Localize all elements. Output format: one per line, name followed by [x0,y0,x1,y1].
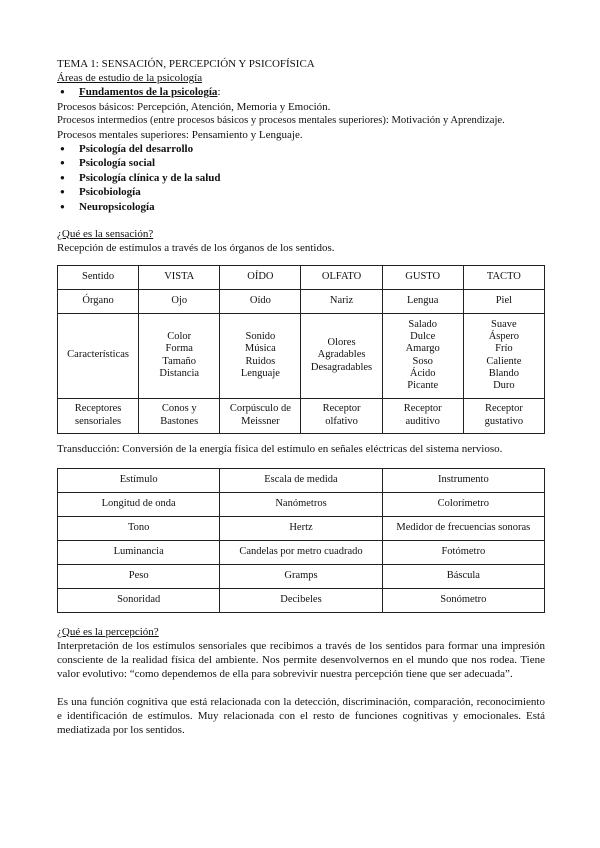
table-cell: Oído [220,289,301,313]
table-row [58,313,545,398]
cell-line: Color [167,331,192,343]
cell-line: auditivo [405,415,440,427]
table-cell [301,398,382,433]
table-cell: Luminancia [58,540,220,564]
list-item: ● Psicología social [57,156,545,171]
cell-line: Blando [488,367,520,379]
table-cell: Hertz [220,516,382,540]
table-row [58,468,545,492]
sensacion-heading: ¿Qué es la sensación? [57,227,154,240]
cell-line: Música [244,343,276,355]
table-cell: Candelas por metro cuadrado [220,540,382,564]
table-cell: Tono [58,516,220,540]
table-cell: Ojo [139,289,220,313]
cell-line: gustativo [484,415,524,427]
table-cell: Decibeles [220,588,382,612]
table-cell: Colorímetro [382,492,544,516]
cell-line: Desagradables [310,361,373,373]
table-cell [139,313,220,398]
table-row [58,540,545,564]
list-item: ● Neuropsicología [57,200,545,215]
table-cell [463,398,544,433]
cell-line: Receptor [403,403,442,415]
table-cell: OLFATO [301,265,382,289]
list-item: ● Psicología del desarrollo [57,142,545,157]
table-cell [58,398,139,433]
page-title: TEMA 1: SENSACIÓN, PERCEPCIÓN Y PSICOFÍSICA [57,58,315,70]
table-cell: Gramps [220,564,382,588]
cell-line: Bastones [160,415,199,427]
table-cell: Peso [58,564,220,588]
cell-line: Meissner [241,415,280,427]
cell-line: Duro [493,379,515,391]
procesos-superiores: Procesos mentales superiores: Pensamiento y Lenguaje. [57,128,303,141]
cell-line: Ácido [409,367,436,379]
percepcion-paragraph-1: Interpretación de los estímulos sensoriales que recibimos a través de los sentidos para formar una impresión consciente de la realidad física del ambiente. Nos permite desenvolvernos en el mundo que nos rodea. Tiene valor evolutivo: “como dependemos de ella para sobrevivir nuestra percepción tiene que ser adecuada”. [57,639,545,680]
table-row [58,516,545,540]
table-cell: Fotómetro [382,540,544,564]
percepcion-heading: ¿Qué es la percepción? [57,625,159,638]
table-cell: Nanómetros [220,492,382,516]
table-cell [301,313,382,398]
cell-line: Lenguaje [240,367,280,379]
table-cell: Sentido [58,265,139,289]
fundamentos-label: Fundamentos de la psicología [79,86,218,98]
cell-line: Suave [491,318,517,330]
list-item [57,85,545,100]
cell-line: Olores [327,337,356,349]
cell-line: Forma [165,343,193,355]
cell-line: Receptor [322,403,361,415]
sensacion-definition: Recepción de estímulos a través de los órganos de los sentidos. [57,241,335,254]
cell-line: Agradables [317,349,366,361]
table-row [58,492,545,516]
procesos-intermedios: Procesos intermedios (entre procesos básicos y procesos mentales superiores): Motivación y Aprendizaje. [57,114,505,126]
table-cell: Características [58,313,139,398]
table-cell: Sonómetro [382,588,544,612]
procesos-basicos: Procesos básicos: Percepción, Atención, Memoria y Emoción. [57,100,331,113]
areas-heading: Áreas de estudio de la psicología [57,72,203,84]
cell-line: Salado [408,318,437,330]
table-cell [220,313,301,398]
table-cell: Medidor de frecuencias sonoras [382,516,544,540]
cell-line: Ruidos [245,355,276,367]
table-cell [139,398,220,433]
table-cell: VISTA [139,265,220,289]
cell-line: Picante [407,379,439,391]
table-cell [382,313,463,398]
table-row [58,564,545,588]
cell-line: Soso [412,355,433,367]
fundamentos-list [57,85,545,100]
table-cell: Sonoridad [58,588,220,612]
table-row [58,398,545,433]
table-cell: Piel [463,289,544,313]
list-item: ● Psicología clínica y de la salud [57,171,545,186]
measure-table [57,468,545,613]
table-cell: TACTO [463,265,544,289]
senses-table [57,265,545,434]
table-cell: Báscula [382,564,544,588]
cell-line: Áspero [488,331,520,343]
table-cell [463,313,544,398]
cell-line: Caliente [486,355,522,367]
table-cell: Nariz [301,289,382,313]
cell-line: Frío [495,343,513,355]
cell-line: Dulce [410,331,436,343]
table-cell: Órgano [58,289,139,313]
table-row [58,289,545,313]
cell-line: sensoriales [75,415,122,427]
table-cell: OÍDO [220,265,301,289]
table-cell [220,398,301,433]
table-cell: Lengua [382,289,463,313]
cell-line: Conos y [161,403,197,415]
transduccion-text: Transducción: Conversión de la energía física del estímulo en señales eléctricas del sistema nervioso. [57,442,503,455]
fundamentos-suffix: : [217,86,221,98]
list-item: ● Psicobiología [57,185,545,200]
cell-line: Amargo [405,343,440,355]
document-page [57,57,545,737]
table-cell: GUSTO [382,265,463,289]
cell-line: olfativo [325,415,358,427]
cell-line: Sonido [245,331,276,343]
table-cell [382,398,463,433]
table-cell: Escala de medida [220,468,382,492]
cell-line: Receptor [484,403,523,415]
cell-line: Receptores [74,403,122,415]
cell-line: Tamaño [162,355,197,367]
table-cell: Instrumento [382,468,544,492]
percepcion-paragraph-2: Es una función cognitiva que está relacionada con la detección, discriminación, comparación, reconocimiento e identificación de estímulos. Muy relacionada con el resto de funciones cognitivas y emocionales. Está mediatizada por los sentidos. [57,695,545,736]
table-cell: Longitud de onda [58,492,220,516]
table-row [58,588,545,612]
cell-line: Distancia [159,367,200,379]
table-cell: Estímulo [58,468,220,492]
cell-line: Corpúsculo de [229,403,291,415]
table-row [58,265,545,289]
areas-list [57,142,545,215]
